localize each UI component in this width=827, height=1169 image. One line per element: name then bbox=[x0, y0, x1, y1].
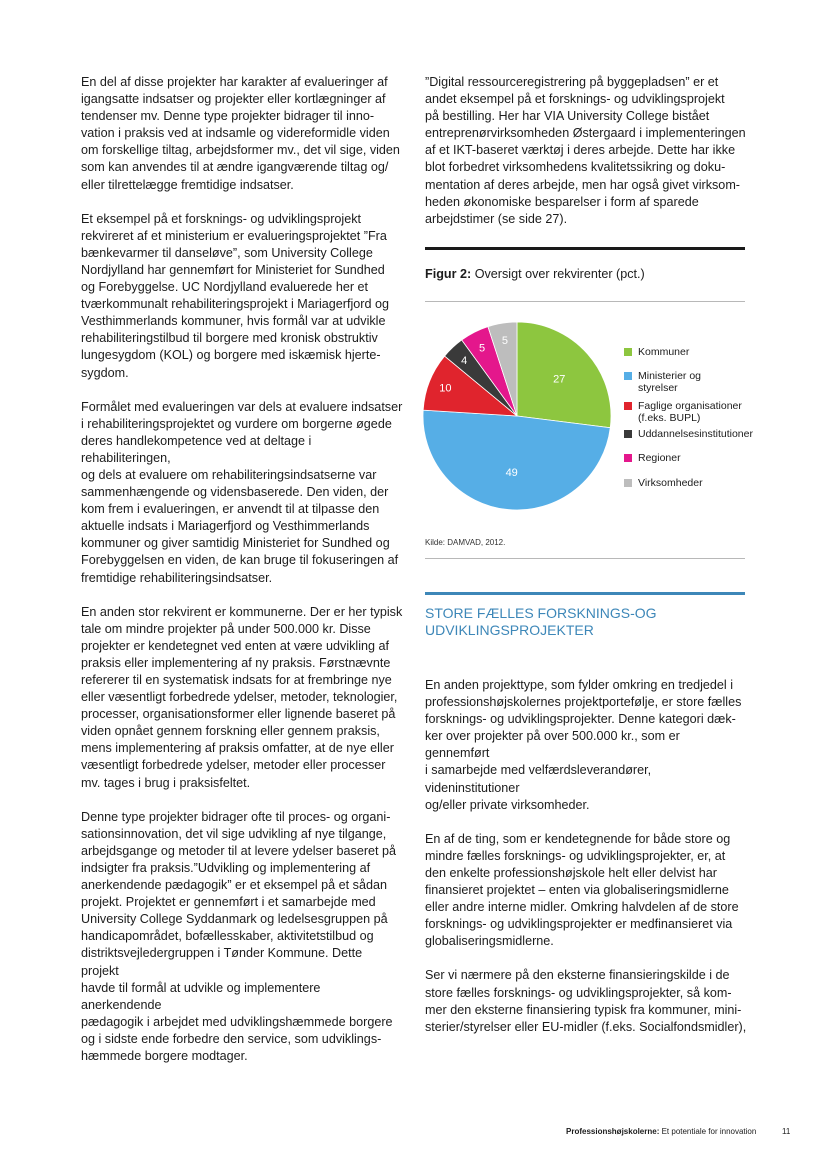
section-heading-line: UDVIKLINGSPROJEKTER bbox=[425, 622, 594, 638]
body-paragraph: Denne type projekter bidrager ofte til proces- og organi- sationsinnovation, det vil sige udvikling af nye tilgange, arbejdsgange og metoder til at levere ydelser baseret på indsigter fra praksis.”Udvikling og implementering af anerkendende pædagogik” er et eksempel på et sådan projekt. Projektet er gennemført i et samarbejde med University College Syddanmark og ledelsesgruppen på handicapområdet, bofællesskaber, aktivitetstilbud og distriktsvejledergruppen i Tønder Kommune. Dette projekt havde til formål at udvikle og implementere anerkendende pædagogik i arbejdet med udviklingshæmmede borgere og i sidste ende forbedre den service, som udviklings- hæmmede borgere modtager. bbox=[81, 809, 397, 1063]
pie-data-label: 10 bbox=[439, 382, 452, 395]
pie-data-label: 5 bbox=[478, 342, 486, 355]
legend-item bbox=[624, 452, 681, 464]
pie-data-label: 27 bbox=[553, 373, 566, 386]
legend-label: Virksomheder bbox=[638, 477, 703, 489]
figure-source: Kilde: DAMVAD, 2012. bbox=[425, 538, 506, 547]
section-heading bbox=[425, 605, 745, 639]
page-number: 11 bbox=[782, 1127, 791, 1136]
body-paragraph: En anden projekttype, som fylder omkring en tredjedel i professionshøjskolernes projektportefølje, er store fælles forsknings- og udviklingsprojekter. Denne kategori dæk- ker over projekter på over 500.000 kr., som er gennemført i samarbejde med velfærdsleverandører, videninstitutioner og/eller private virksomheder. bbox=[425, 678, 742, 812]
figure-top-rule bbox=[425, 247, 745, 250]
left-column bbox=[81, 74, 403, 1082]
body-paragraph: Et eksempel på et forsknings- og udviklingsprojekt rekvireret af et ministerium er evalueringsprojektet ”Fra bænkevarmer til danseløve”, som University College Nordjylland har gennemført for Ministeriet for Sundhed og Forebyggelse. UC Nordjylland evaluerede her et tværkommunalt rehabiliteringsprojekt i Mariagerfjord og Vesthimmerlands kommuner, hvis formål var at udvikle rehabiliteringstilbud til borgere med kronisk obstruktiv lungesygdom (KOL) og borgere med iskæmisk hjerte- sygdom. bbox=[81, 211, 389, 380]
pie-chart bbox=[420, 320, 620, 520]
figure-bottom-rule bbox=[425, 558, 745, 559]
section-heading-line: STORE FÆLLES FORSKNINGS-OG bbox=[425, 605, 657, 621]
body-paragraph: ”Digital ressourceregistrering på byggepladsen” er et andet eksempel på et forsknings- og udviklingsprojekt på bestilling. Her har VIA University College bistået entreprenørvirksomheden Østergaard i implementeringen af et IKT-baseret værktøj i deres arbejde. Dette har ikke blot forbedret virksomhedens kvalitetssikring og doku- mentation af deres arbejde, men har også givet virksom- heden økonomiske besparelser i form af sparede arbejdstimer (se side 27). bbox=[425, 75, 746, 226]
section-rule bbox=[425, 592, 745, 595]
pie-data-label: 5 bbox=[501, 334, 509, 347]
right-column-bottom bbox=[425, 677, 747, 1053]
legend-swatch bbox=[624, 454, 632, 462]
body-paragraph: En del af disse projekter har karakter af evalueringer af igangsatte indsatser og projekter eller kortlægninger af tendenser mv. Denne type projekter bidrager til inno- vation i praksis ved at indsamle og videreformidle viden om forskellige tiltag, arbejdsformer mv., det vil sige, viden som kan anvendes til at ændre igangværende tiltag og/ eller tilrettelægge fremtidige indsatser. bbox=[81, 75, 400, 192]
legend-label: Regioner bbox=[638, 452, 681, 464]
legend-swatch bbox=[624, 479, 632, 487]
legend-swatch bbox=[624, 348, 632, 356]
legend-item bbox=[624, 370, 701, 394]
right-column-top bbox=[425, 74, 747, 245]
legend-label: Ministerier og styrelser bbox=[638, 370, 702, 394]
footer-publication bbox=[566, 1127, 756, 1136]
legend-item bbox=[624, 400, 742, 424]
legend-label: Faglige organisationer (f.eks. BUPL) bbox=[638, 400, 742, 424]
figure-caption: Oversigt over rekvirenter (pct.) bbox=[474, 267, 645, 281]
legend-swatch bbox=[624, 430, 632, 438]
figure-caption-rule bbox=[425, 301, 745, 302]
legend-item bbox=[624, 346, 689, 358]
body-paragraph: Ser vi nærmere på den eksterne finansieringskilde i de store fælles forsknings- og udviklingsprojekter, så kom- mer den eksterne finansiering typisk fra kommuner, mini- sterier/styrelser eller EU-midler (f.eks. Socialfondsmidler), bbox=[425, 968, 747, 1034]
legend-label: Kommuner bbox=[638, 346, 690, 358]
figure-label: Figur 2: bbox=[425, 267, 472, 281]
body-paragraph: Formålet med evalueringen var dels at evaluere indsatser i rehabiliteringsprojektet og vurdere om borgerne øgede deres handlekompetence ved at deltage i rehabiliteringen, og dels at evaluere om rehabiliteringsindsatserne var sammenhængende og vidensbaserede. Den viden, der kom frem i evalueringen, er anvendt til at tilpasse den aktuelle indsats i Mariagerfjord og Vesthimmerlands kommuner og giver samtidig Ministeriet for Sundhed og Forebyggelsen en viden, de kan bruge til fokuseringen af fremtidige rehabiliteringsindsatser. bbox=[81, 399, 403, 585]
footer-publication-rest: Et potentiale for innovation bbox=[659, 1127, 757, 1136]
body-paragraph: En anden stor rekvirent er kommunerne. Der er her typisk tale om mindre projekter på under 500.000 kr. Disse projekter er kendetegnet ved enten at være udvikling af praksis eller implementering af ny praksis. Førstnævnte refererer til en systematisk indsats for at frembringe nye eller væsentligt forbedrede ydelser, metoder, teknologier, processer, organisationsformer eller lignende baseret på viden opnået gennem forskning eller gennem praksis, mens implementering af praksis omfatter, at de nye eller væsentligt forbedrede ydelser, metoder eller processer mv. tages i brug i praksisfeltet. bbox=[81, 604, 403, 790]
legend-item bbox=[624, 477, 703, 489]
pie-slice bbox=[423, 410, 610, 510]
body-paragraph: En af de ting, som er kendetegnende for både store og mindre fælles forsknings- og udviklingsprojekter, er, at den enkelte professionshøjskole helt eller delvist har finansieret projektet – enten via globaliseringsmidlerne eller andre interne midler. Omkring halvdelen af de store forsknings- og udviklingsprojekter er medfinansieret via globaliseringsmidlerne. bbox=[425, 831, 739, 949]
figure-title bbox=[425, 267, 645, 281]
pie-data-label: 49 bbox=[505, 467, 518, 480]
legend-label: Uddannelsesinstitutioner bbox=[638, 428, 753, 440]
pie-data-label: 4 bbox=[461, 354, 468, 367]
legend-item bbox=[624, 428, 753, 440]
legend-swatch bbox=[624, 372, 632, 380]
legend-swatch bbox=[624, 402, 632, 410]
footer-publication-bold: Professionshøjskolerne: bbox=[566, 1127, 660, 1136]
